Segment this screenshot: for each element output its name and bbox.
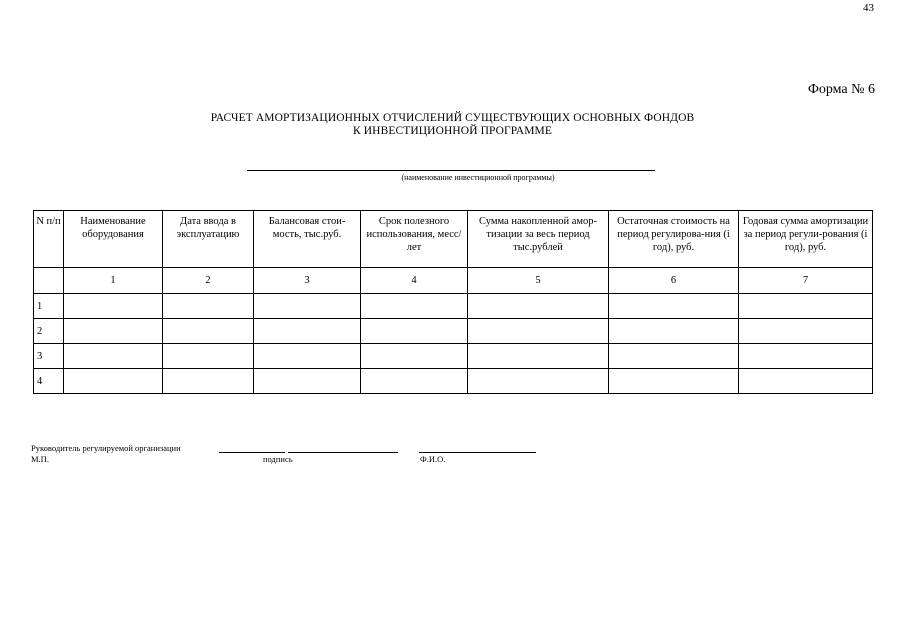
table-cell[interactable] <box>468 294 609 319</box>
table-cell[interactable] <box>739 369 873 394</box>
table-cell[interactable] <box>163 319 254 344</box>
header-row <box>34 211 873 268</box>
name-line <box>419 452 536 453</box>
header-cell-commission-date: Дата ввода в эксплуатацию <box>163 211 254 268</box>
table-row <box>34 344 873 369</box>
program-name-caption: (наименование инвестиционной программы) <box>401 173 555 182</box>
table-cell[interactable] <box>739 294 873 319</box>
table-cell[interactable] <box>254 344 361 369</box>
stamp-label: М.П. <box>31 454 49 464</box>
table-cell[interactable] <box>64 369 163 394</box>
table-cell[interactable] <box>254 294 361 319</box>
table-cell[interactable] <box>254 369 361 394</box>
form-label: Форма № 6 <box>807 82 875 97</box>
table-cell[interactable] <box>163 294 254 319</box>
column-number-cell <box>34 268 64 294</box>
table-cell[interactable] <box>64 294 163 319</box>
title-line-1: РАСЧЕТ АМОРТИЗАЦИОННЫХ ОТЧИСЛЕНИЙ СУЩЕСТВУЮЩИХ ОСНОВНЫХ ФОНДОВ <box>210 112 695 124</box>
table-cell[interactable] <box>64 344 163 369</box>
table-row <box>34 294 873 319</box>
table-cell[interactable] <box>468 344 609 369</box>
document-title <box>0 112 905 138</box>
page-number: 43 <box>863 2 874 14</box>
table-cell[interactable] <box>361 319 468 344</box>
header-cell-annual-depreciation: Годовая сумма амортизации за период регули-рования (i год), руб. <box>739 211 873 268</box>
table-cell[interactable] <box>609 344 739 369</box>
signature-line <box>219 452 285 453</box>
name-caption: Ф.И.О. <box>420 454 446 464</box>
header-cell-residual-value: Остаточная стоимость на период регулирова-ния (i год), руб. <box>609 211 739 268</box>
table-cell[interactable] <box>609 294 739 319</box>
header-cell-number: N п/п <box>34 211 64 268</box>
title-line-2: К ИНВЕСТИЦИОННОЙ ПРОГРАММЕ <box>353 125 552 137</box>
column-number-cell: 7 <box>739 268 873 294</box>
table-cell[interactable] <box>163 344 254 369</box>
table-cell[interactable] <box>361 294 468 319</box>
table-cell[interactable] <box>739 344 873 369</box>
table-cell[interactable] <box>254 319 361 344</box>
depreciation-table <box>33 210 873 394</box>
table-cell[interactable] <box>609 369 739 394</box>
table-cell[interactable] <box>64 319 163 344</box>
column-number-cell: 3 <box>254 268 361 294</box>
row-number-cell: 3 <box>34 344 64 369</box>
column-number-cell: 5 <box>468 268 609 294</box>
column-number-cell: 1 <box>64 268 163 294</box>
table-cell[interactable] <box>163 369 254 394</box>
column-number-row <box>34 268 873 294</box>
table-cell[interactable] <box>468 369 609 394</box>
column-number-cell: 4 <box>361 268 468 294</box>
column-number-cell: 6 <box>609 268 739 294</box>
table-cell[interactable] <box>361 369 468 394</box>
row-number-cell: 4 <box>34 369 64 394</box>
signature-caption: подпись <box>263 454 293 464</box>
signature-line <box>288 452 398 453</box>
header-cell-useful-life: Срок полезного использования, месс/лет <box>361 211 468 268</box>
table-row <box>34 369 873 394</box>
header-cell-accumulated-depreciation: Сумма накопленной амор-тизации за весь период тыс.рублей <box>468 211 609 268</box>
program-name-line <box>247 170 655 171</box>
table-cell[interactable] <box>609 319 739 344</box>
header-cell-book-value: Балансовая стои-мость, тыс.руб. <box>254 211 361 268</box>
header-cell-equipment-name: Наименование оборудования <box>64 211 163 268</box>
row-number-cell: 2 <box>34 319 64 344</box>
table-cell[interactable] <box>361 344 468 369</box>
row-number-cell: 1 <box>34 294 64 319</box>
table-row <box>34 319 873 344</box>
head-of-organization-label: Руководитель регулируемой организации <box>31 443 181 453</box>
signature-block <box>31 443 891 473</box>
table-cell[interactable] <box>468 319 609 344</box>
table-cell[interactable] <box>739 319 873 344</box>
column-number-cell: 2 <box>163 268 254 294</box>
